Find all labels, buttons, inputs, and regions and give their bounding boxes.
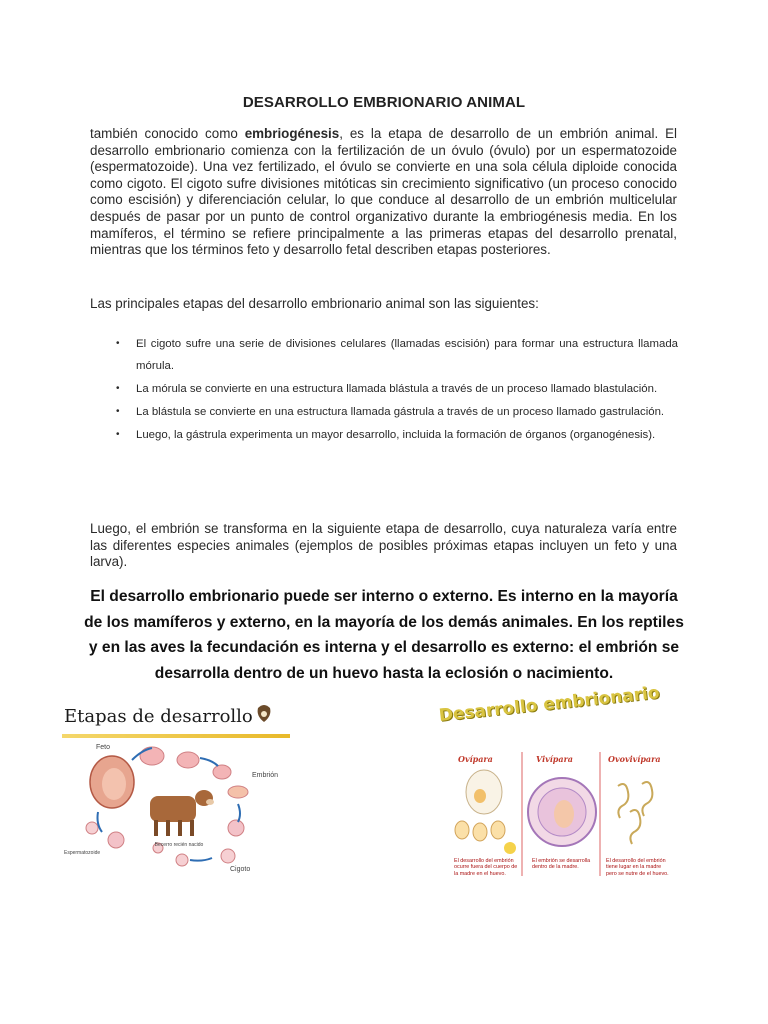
label-recien-nacido: Becerro recién nacido: [154, 842, 204, 848]
column-caption-ovipara: El desarrollo del embrión ocurre fuera del cuerpo de la madre en el huevo.: [454, 858, 518, 877]
label-feto: Feto: [96, 744, 111, 751]
conclusion-paragraph: Luego, el embrión se transforma en la siguiente etapa de desarrollo, cuya naturaleza varía entre las diferentes especies animales (ejemplos de posibles próximas etapas incluyen un feto y una larva).: [90, 521, 677, 570]
ovoviviparous-illustration: [618, 782, 652, 844]
column-head-ovovivipara: Ovovivípara: [608, 754, 661, 764]
bullet-symbol: •: [116, 429, 120, 440]
stages-intro-paragraph: Las principales etapas del desarrollo embrionario animal son las siguientes:: [90, 296, 539, 311]
uterus-illustration: [528, 778, 596, 846]
list-item-text: La blástula se convierte en una estructura llamada gástrula a través de un proceso llamado gastrulación.: [136, 406, 665, 418]
list-item: [110, 424, 678, 446]
bullet-symbol: •: [116, 406, 120, 417]
bullet-symbol: •: [116, 383, 120, 394]
column-head-ovipara: Ovípara: [458, 754, 493, 764]
column-head-vivipara: Vivípara: [536, 754, 573, 764]
feto-illustration: [90, 756, 134, 808]
highlight-paragraph: El desarrollo embrionario puede ser interno o externo. Es interno en la mayoría de los mamíferos y externo, en la mayoría de los demás animales. En los reptiles y en las aves la fecundación es interna y el desarrollo es externo: el embrión se desarrolla dentro de un huevo hasta la eclosión o nacimiento.: [84, 588, 684, 682]
label-embrion: Embrión: [252, 772, 279, 779]
intro-prefix: también conocido como: [90, 126, 245, 141]
list-item: [110, 378, 678, 400]
intro-bold-term: embriogénesis: [244, 126, 340, 141]
calf-illustration: [150, 790, 214, 836]
intro-rest: , es la etapa de desarrollo de un embrión animal. El desarrollo embrionario comienza con la fertilización de un óvulo (óvulo) por un espermatozoide (espermatozoide). Una vez fertilizado, el óvulo se convierte en una sola célula diploide conocida como cigoto. El cigoto sufre divisiones mitóticas sin crecimiento significativo (un proceso conocido como escisión) y diferenciación celular, lo que conduce al desarrollo de un embrión multicelular después de pasar por un punto de control organizativo durante la embriogénesis media. En los mamíferos, el término se refiere principalmente a las primeras etapas del desarrollo prenatal, mientras que los términos feto y desarrollo fetal describen etapas posteriores.: [90, 126, 677, 258]
bullet-symbol: •: [116, 338, 120, 349]
column-caption-ovovivipara: El desarrollo del embrión tiene lugar en la madre pero se nutre de el huevo.: [606, 858, 669, 877]
list-item-text: El cigoto sufre una serie de divisiones celulares (llamadas escisión) para formar una estructura llamada mórula.: [136, 338, 678, 372]
stages-list: [110, 333, 678, 447]
cow-logo-icon: [258, 705, 271, 722]
list-item-text: Luego, la gástrula experimenta un mayor desarrollo, incluida la formación de órganos (organogénesis).: [136, 429, 656, 441]
document-title: DESARROLLO EMBRIONARIO ANIMAL: [242, 94, 526, 111]
label-espermatozoide: Espermatozoide: [64, 850, 101, 856]
figure1-title: Etapas de desarrollo: [64, 706, 253, 727]
intro-paragraph: [90, 126, 677, 259]
label-cigoto: Cigoto: [230, 866, 251, 873]
figure2-title: Desarrollo embrionario: [437, 682, 661, 726]
egg-development-illustration: [455, 770, 516, 854]
figure-embryonic-development: [436, 682, 672, 885]
column-caption-vivipara: El embrión se desarrolla dentro de la madre.: [532, 858, 591, 871]
list-item: [110, 333, 678, 377]
list-item: [110, 401, 678, 423]
list-item-text: La mórula se convierte en una estructura llamada blástula a través de un proceso llamado blastulación.: [136, 383, 658, 395]
figure-development-stages: [62, 700, 294, 880]
